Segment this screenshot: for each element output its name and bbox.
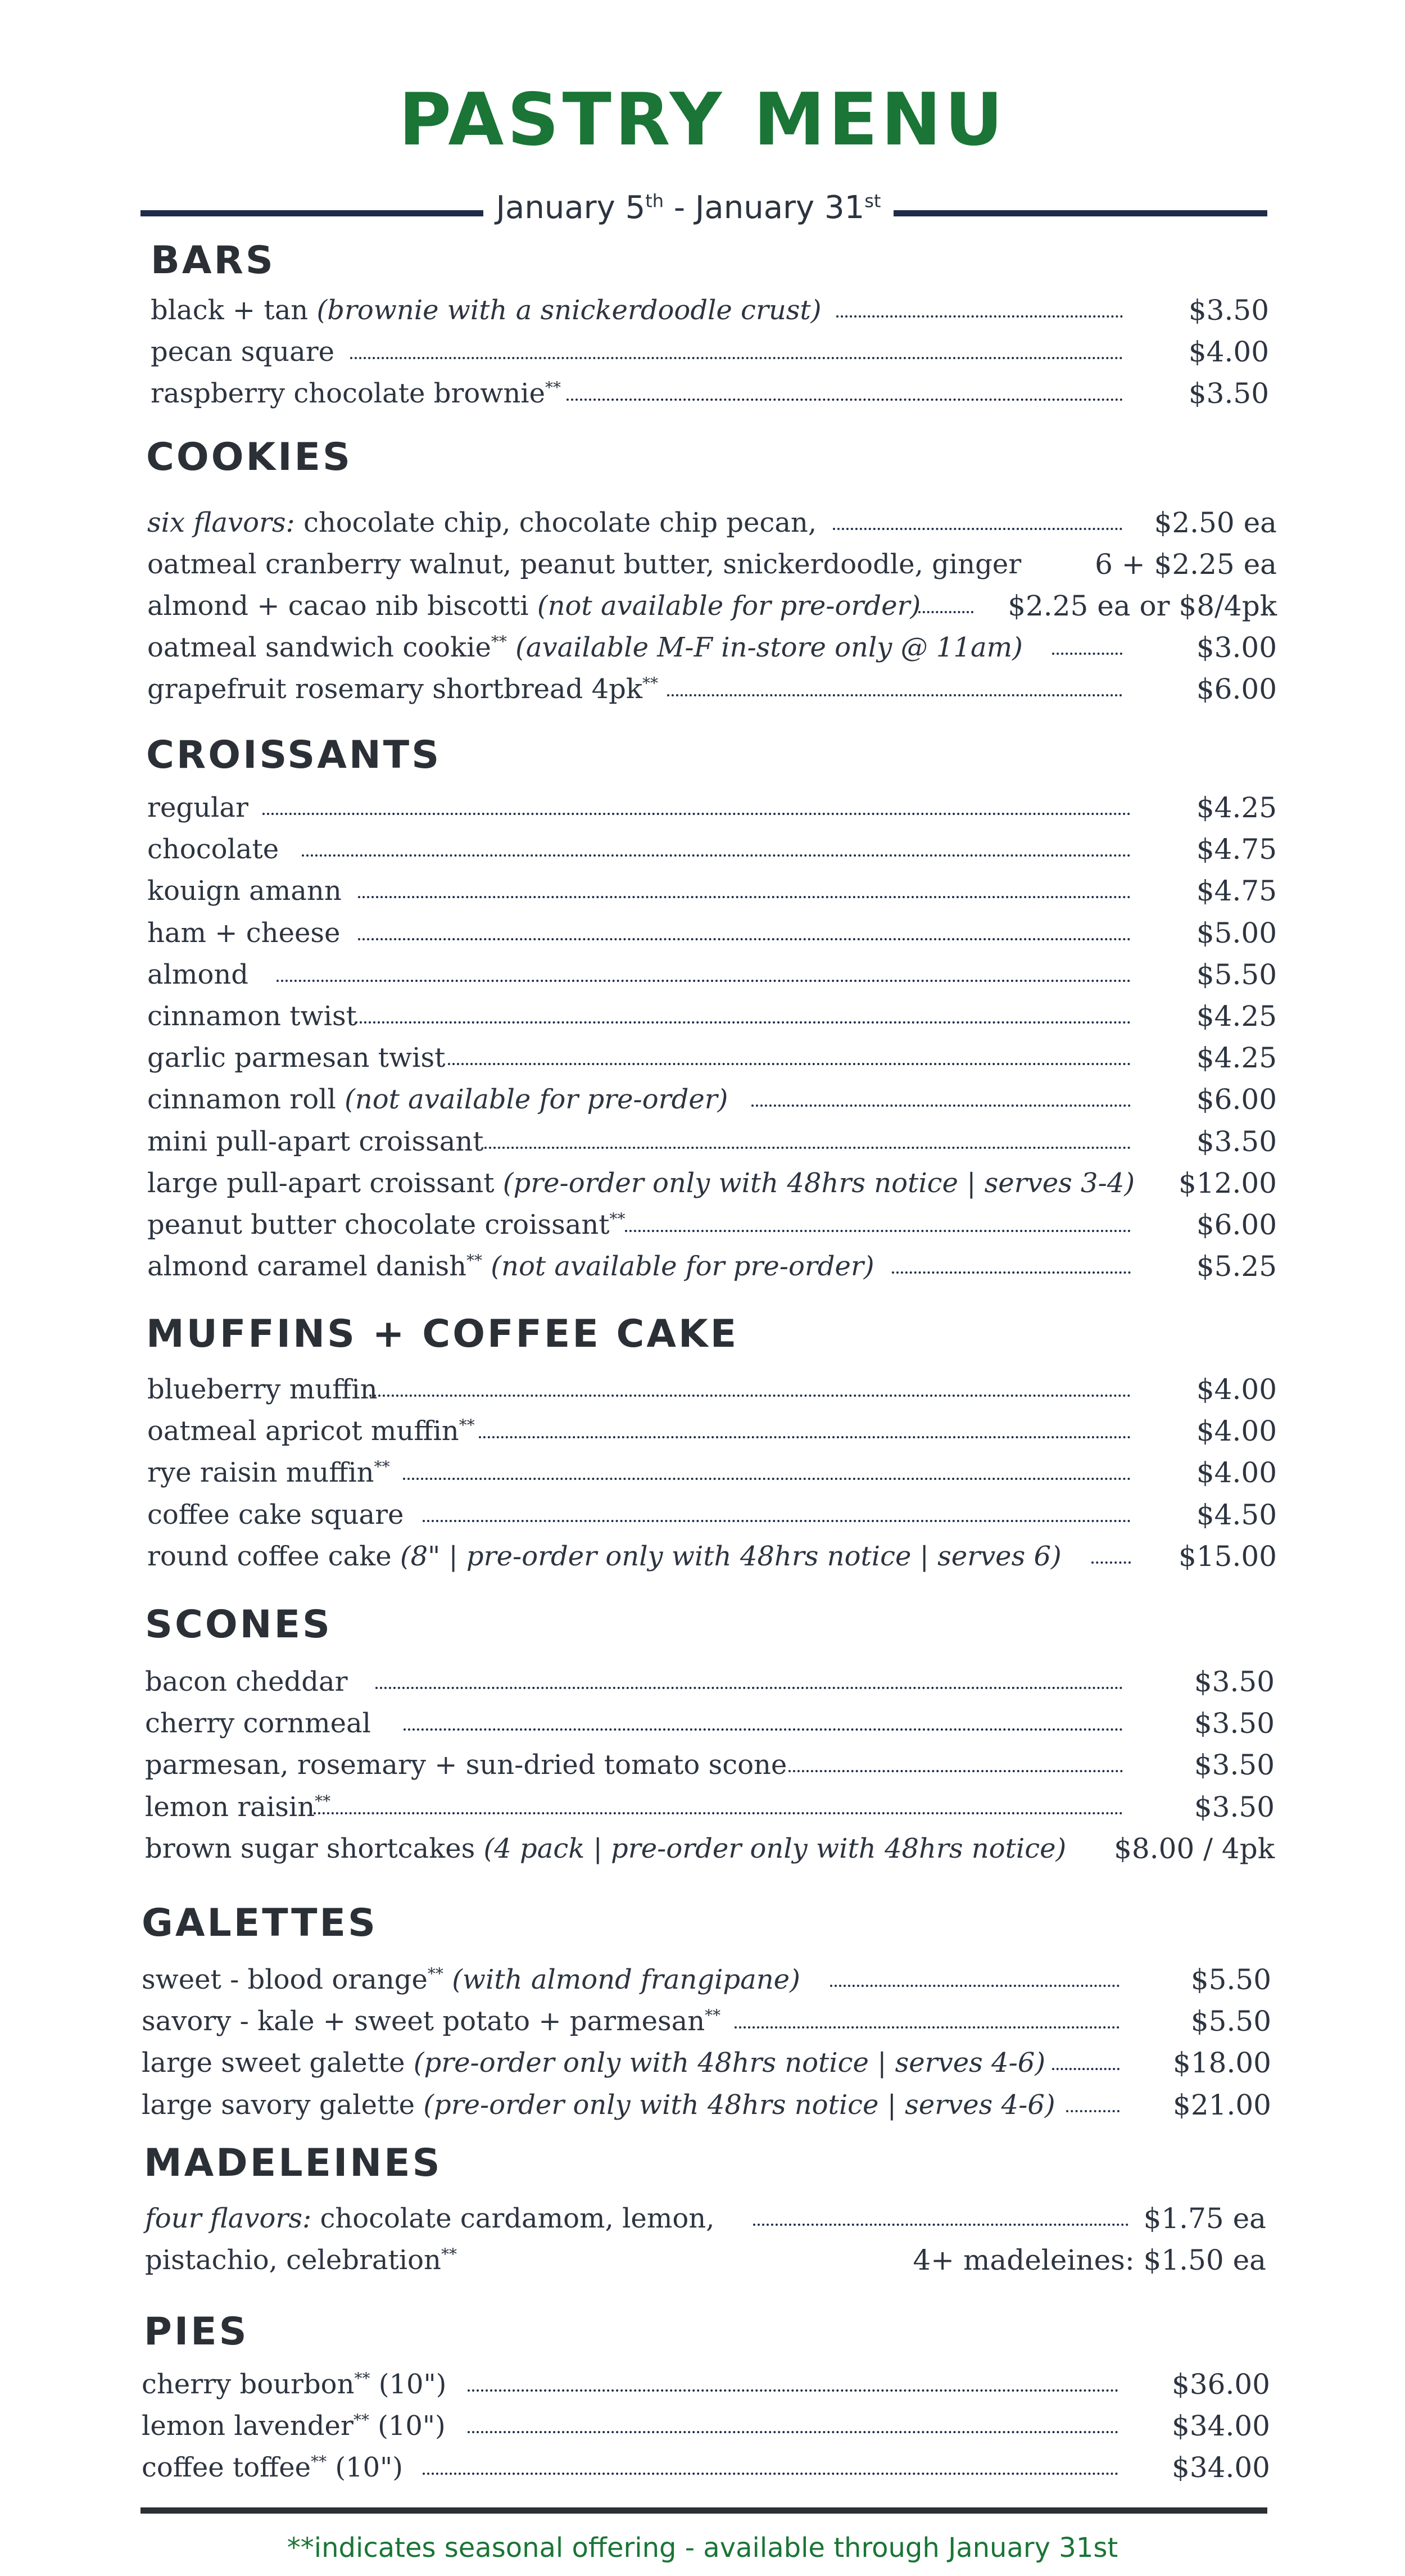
menu-item (147, 1452, 1277, 1493)
menu-item (142, 2000, 1271, 2042)
item-price: $5.50 (1190, 1963, 1271, 1996)
menu-item (145, 1744, 1275, 1786)
dot-leader (369, 1395, 1131, 1397)
item-name: grapefruit rosemary shortbread 4pk** (147, 668, 665, 710)
date-rule-left (140, 210, 483, 216)
item-price: $6.00 (1196, 1083, 1277, 1116)
item-price: $4.00 (1196, 1415, 1277, 1448)
menu-item (142, 2084, 1271, 2126)
item-name: coffee toffee** (10") (142, 2447, 410, 2488)
menu-item (151, 331, 1269, 373)
menu-item (147, 870, 1277, 912)
item-price: $1.75 ea (1143, 2202, 1266, 2235)
menu-item (147, 995, 1277, 1037)
item-name: black + tan (brownie with a snickerdoodle crust) (151, 289, 828, 331)
item-name: pistachio, celebration** (145, 2239, 464, 2281)
section-heading-pies: PIES (144, 2310, 249, 2354)
dot-leader (302, 854, 1131, 857)
dot-leader (788, 1770, 1123, 1772)
item-price: $4.00 (1196, 1456, 1277, 1490)
item-price: $3.50 (1194, 1749, 1275, 1782)
dot-leader (355, 1021, 1131, 1024)
item-price: $3.50 (1188, 294, 1269, 327)
item-price: $18.00 (1173, 2047, 1271, 2080)
item-name: cinnamon twist (147, 995, 364, 1037)
section-heading-bars: BARS (151, 238, 275, 283)
item-price: $4.50 (1196, 1498, 1277, 1531)
menu-item (151, 373, 1269, 414)
item-name: large sweet galette (pre-order only with 48hrs notice | serves 4-6) (142, 2042, 1052, 2084)
dot-leader (277, 980, 1131, 982)
bottom-rule (140, 2507, 1267, 2514)
item-price: $4.00 (1188, 336, 1269, 368)
dot-leader (753, 2224, 1128, 2226)
item-name: large savory galette (pre-order only with 48hrs notice | serves 4-6) (142, 2084, 1062, 2126)
item-price: $3.50 (1188, 377, 1269, 410)
dot-leader (1066, 2110, 1120, 2112)
menu-item (147, 1369, 1277, 1410)
dot-leader (918, 611, 973, 613)
item-price: $15.00 (1179, 1540, 1277, 1573)
item-price: $4.75 (1196, 875, 1277, 908)
dot-leader (892, 1271, 1131, 1274)
item-name: large pull-apart croissant (pre-order only with 48hrs notice | serves 3-4) (147, 1162, 1141, 1204)
menu-item (145, 1661, 1275, 1703)
menu-title: PASTRY MENU (398, 78, 1007, 162)
menu-item (147, 1037, 1277, 1079)
menu-item (147, 1246, 1277, 1287)
menu-item (145, 1786, 1275, 1828)
menu-item (147, 1536, 1277, 1577)
dot-leader (448, 1063, 1131, 1065)
item-name: cinnamon roll (not available for pre-order) (147, 1079, 735, 1120)
item-price: $4.75 (1196, 833, 1277, 866)
item-price: $4.25 (1196, 1000, 1277, 1033)
item-name: peanut butter chocolate croissant** (147, 1204, 632, 1246)
item-name: lemon lavender** (10") (142, 2405, 452, 2447)
item-name: brown sugar shortcakes (4 pack | pre-order only with 48hrs notice) (145, 1828, 1073, 1869)
menu-item (147, 1494, 1277, 1536)
item-name: garlic parmesan twist (147, 1037, 452, 1079)
dot-leader (358, 938, 1131, 940)
item-name: lemon raisin** (145, 1786, 337, 1828)
menu-item (145, 1828, 1275, 1869)
item-name: mini pull-apart croissant (147, 1121, 491, 1162)
item-name: oatmeal apricot muffin** (147, 1410, 482, 1452)
menu-item (147, 668, 1277, 710)
dot-leader (375, 1687, 1123, 1689)
dot-leader (479, 1436, 1131, 1438)
dot-leader (833, 528, 1122, 530)
dot-leader (751, 1104, 1131, 1107)
menu-item (147, 1121, 1277, 1162)
dot-leader (423, 1520, 1131, 1522)
dot-leader (358, 896, 1131, 898)
item-name: sweet - blood orange** (with almond frangipane) (142, 1959, 807, 2000)
item-name: pecan square (151, 331, 341, 373)
item-name: regular (147, 787, 255, 829)
dot-leader (1091, 1561, 1131, 1564)
item-name: almond caramel danish** (not available for pre-order) (147, 1246, 881, 1287)
item-price: $2.50 ea (1154, 506, 1277, 539)
item-name: almond + cacao nib biscotti (not available for pre-order) (147, 585, 927, 627)
item-name: rye raisin muffin** (147, 1452, 397, 1493)
item-price: $6.00 (1196, 1208, 1277, 1241)
item-price: 4+ madeleines: $1.50 ea (913, 2244, 1266, 2276)
menu-item (142, 2364, 1270, 2405)
section-heading-croissants: CROISSANTS (146, 733, 442, 777)
menu-item (147, 912, 1277, 954)
dot-leader (403, 1478, 1131, 1480)
menu-item (147, 1162, 1277, 1204)
item-name: bacon cheddar (145, 1661, 355, 1703)
item-price: $2.25 ea or $8/4pk (1008, 590, 1277, 622)
item-name: raspberry chocolate brownie** (151, 373, 568, 414)
item-name: cherry cornmeal (145, 1703, 378, 1744)
dot-leader (1052, 653, 1122, 655)
dot-leader (350, 357, 1123, 359)
item-price: $3.00 (1196, 631, 1277, 664)
seasonal-footnote: **indicates seasonal offering - available through January 31st (287, 2532, 1118, 2564)
dot-leader (566, 399, 1123, 401)
item-price: $4.00 (1196, 1373, 1277, 1406)
dot-leader (830, 1985, 1120, 1987)
item-name: chocolate (147, 829, 285, 870)
item-price: $8.00 / 4pk (1114, 1832, 1275, 1865)
dot-leader (262, 813, 1131, 815)
item-price: $4.25 (1196, 1042, 1277, 1075)
item-name: round coffee cake (8" | pre-order only with 48hrs notice | serves 6) (147, 1536, 1068, 1577)
item-price: $5.00 (1196, 916, 1277, 949)
menu-item (142, 2447, 1270, 2488)
section-heading-madeleines: MADELEINES (144, 2141, 442, 2185)
item-price: $3.50 (1194, 1790, 1275, 1823)
dot-leader (836, 315, 1123, 318)
section-heading-scones: SCONES (145, 1602, 333, 1647)
dot-leader (735, 2026, 1120, 2029)
item-price: $6.00 (1196, 673, 1277, 705)
item-price: $3.50 (1194, 1665, 1275, 1698)
menu-item (147, 787, 1277, 829)
item-name: coffee cake square (147, 1494, 410, 1536)
item-name: savory - kale + sweet potato + parmesan** (142, 2000, 727, 2042)
item-name: almond (147, 954, 255, 995)
dot-leader (484, 1147, 1131, 1149)
item-name: cherry bourbon** (10") (142, 2364, 453, 2405)
item-name: six flavors: chocolate chip, chocolate chip pecan, (147, 502, 823, 544)
item-name: oatmeal sandwich cookie** (available M-F in-store only @ 11am) (147, 627, 1030, 668)
menu-item (142, 1959, 1271, 2000)
menu-item (147, 544, 1277, 585)
item-price: 6 + $2.25 ea (1095, 548, 1277, 581)
item-name: blueberry muffin (147, 1369, 384, 1410)
item-price: $34.00 (1172, 2451, 1270, 2484)
menu-item (145, 1703, 1275, 1744)
item-name: four flavors: chocolate cardamom, lemon, (145, 2198, 721, 2239)
dot-leader (1052, 2068, 1120, 2070)
item-price: $4.25 (1196, 791, 1277, 824)
item-name: ham + cheese (147, 912, 347, 954)
item-name: kouign amann (147, 870, 348, 912)
menu-item (147, 627, 1277, 668)
date-range: January 5th - January 31st (496, 189, 881, 226)
item-price: $3.50 (1194, 1707, 1275, 1740)
dot-leader (667, 694, 1122, 696)
date-rule-right (894, 210, 1267, 216)
menu-item (151, 289, 1269, 331)
dot-leader (468, 2389, 1118, 2392)
menu-item (145, 2198, 1266, 2239)
menu-item (147, 502, 1277, 544)
item-price: $3.50 (1196, 1125, 1277, 1158)
dot-leader (625, 1230, 1131, 1232)
section-heading-muffins: MUFFINS + COFFEE CAKE (146, 1312, 739, 1356)
item-price: $5.25 (1196, 1250, 1277, 1283)
menu-item (142, 2042, 1271, 2084)
dot-leader (404, 1728, 1123, 1731)
dot-leader (314, 1812, 1123, 1814)
section-heading-galettes: GALETTES (142, 1901, 378, 1945)
dot-leader (468, 2431, 1118, 2433)
menu-item (142, 2405, 1270, 2447)
item-price: $5.50 (1196, 958, 1277, 991)
item-price: $12.00 (1179, 1166, 1277, 1199)
item-price: $34.00 (1172, 2410, 1270, 2443)
menu-item (147, 1079, 1277, 1120)
item-price: $21.00 (1173, 2088, 1271, 2121)
item-name: oatmeal cranberry walnut, peanut butter, snickerdoodle, ginger (147, 544, 1028, 585)
item-price: $36.00 (1172, 2368, 1270, 2401)
section-heading-cookies: COOKIES (146, 435, 352, 479)
date-banner (140, 185, 1267, 230)
menu-item (147, 585, 1277, 627)
menu-item (145, 2239, 1266, 2281)
dot-leader (423, 2473, 1118, 2475)
item-price: $5.50 (1190, 2005, 1271, 2038)
item-name: parmesan, rosemary + sun-dried tomato scone (145, 1744, 794, 1786)
menu-item (147, 954, 1277, 995)
menu-item (147, 829, 1277, 870)
menu-item (147, 1204, 1277, 1246)
menu-item (147, 1410, 1277, 1452)
